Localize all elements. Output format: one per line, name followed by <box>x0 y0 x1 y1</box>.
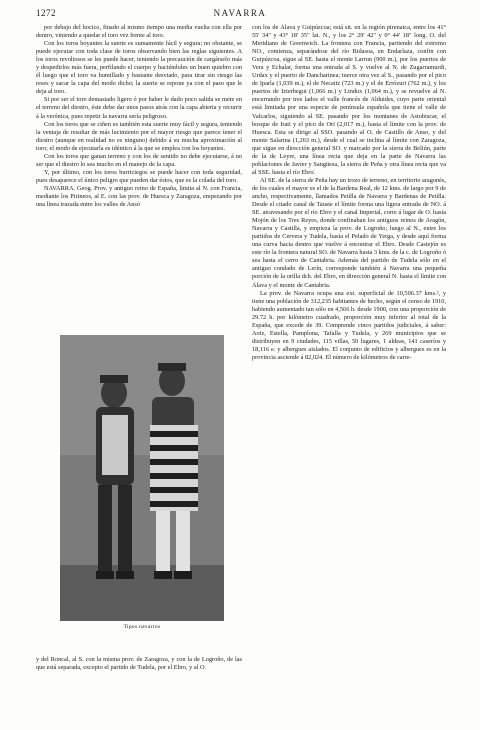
page-header <box>36 8 444 22</box>
paragraph: con los de Álava y Guipúzcoa; está sit. en la región pirenaica, entre los 41° 55' 34" y 43° 18' 35" lat. N., y los 2° 29' 42" y 0° 44' 18" long. O. del Meridiano de Greenwich. La frontera con Francia, partiendo del extremo NO., comienza, separándose del río Bidasoa, en Endarlaza, confin con Guipúzcoa, sigue al SE. hasta el monte Larrun (900 m.), por los puertos de Vera y Echalar, forma una entrada al S. y vuelve al N. de Zugarramurdi, Urdax y el puerto de Dancharinea; tuerce otra vez al S., pasando por el pico de Iparla (1,039 m.), el de Necaitz (723 m.) y el de Errózuri (762 m.), y los puertos de Izterbegui (1,066 m.) y Lindux (1,064 m.), y se revuelve al N. encerrando por tres lados el valle francés de Alduides, cuyo parte oriental está limitada por una especie de península española que tiene el valle de Valcarlos, siguiendo al SE. pasando por los montanes de Astobiscar, el bosque de Irati y el pico de Ori (2,017 m.), hasta el límite con la prov. de Huesca. Esta se dirige al SSO. pasando al O. de Castillo de Anso, y del monte Salarina (1,263 m.), desde el cual se inclina al límite con Zaragoza, que sigue en dirección general SO. y marcado por la sierra de Beliún, parte de la de Leyre, una línea recta que deja en la parte de Navarra las poblaciones de Javier y Sangüesa, la sierra de Peña y otra línea recta que va al SSE. hasta el río Ebro. <box>252 24 446 176</box>
photo-illustration <box>60 335 224 621</box>
left-column-bottom-text <box>36 656 242 688</box>
paragraph: Con los toros que ganan terreno y con los de sentido no debe ejecutarse, á no ser que el diestro lo sea mucho en el manejo de la capa. <box>36 152 242 168</box>
left-column-text <box>36 24 242 321</box>
paragraph: Con los toros boyantes la suerte es sumamente fácil y segura; no obstante, se puede ejecutar con toda clase de toros observando bien las reglas siguientes. A los toros revoltosos se les puede hacer, teniendo la precaución de cargárselo más y despedirlos más fuera, perfilando el cuerpo y haciéndoles un buen quiebro con él luego que el toro va humillado y bastante desviado, para tirar sin riesgo las reses y sacar la capa del modo dicho; la suerte se repone ya con el paso que le deja al toro. <box>36 40 242 96</box>
paragraph: y del Roncal, al S. con la misma prov. de Zaragoza, y con la de Logroño, de las que está separada, excepto el partido de Tudela, por el Ebro, y al O. <box>36 656 242 672</box>
paragraph: Al SE. de la sierra de Peña hay un trozo de terreno, en territorio aragonés, de los cuales el mayor es el de la Bardena Real, de 12 kms. de largo por 9 de ancho, respectivamente, llamados Petilla de Navarra y Bardenas de Petilla. Desde el citado canal de Tauste el límite forma una ligera entrada de NO. á SE. atravesando por el río Ebro y el canal Imperial, corre á lugar de O. hasta Mojón de los Tres Reyes, donde confinaban los antiguos reinos de Aragón, Navarra y Castilla, y empieza la prov. de Logroño; luego al N., entre los partidos de Cervera y Tudela, hasta el Pelado de Yerga, y desde aquí forma una curva hacia dentro que vuelve á encontrar el Ebro. Desde Castejón es este río la frontera natural SO. de Navarra hasta 3 kms. de la c. de Logroño ó sea hasta el cerro de Cantabria. Además del partido de Tudela sólo en el antiguo condado de Lerín, corresponde también á Navarra una pequeña porción de la orilla dch. del Ebro, en dirección general N. hasta el límite con Álava y el monte de Cantabria. <box>252 176 446 289</box>
paragraph: por debajo del hocico, finado al mismo tiempo una media vuelta con ella por dentro, viniendo a quedar el toro vez frente al toro. <box>36 24 242 40</box>
paragraph: NAVARRA. Geog. Prov. y antiguo reino de España, limita al N. con Francia, mediante los Pirineos, al E. con las prov. de Huesca y Zaragoza, empezando por una línea trazada entre los valles de Ansó <box>36 184 242 209</box>
paragraph: Si por ser el toro demasiado ligero ó por haber le dado poco salida se mete en el terreno del diestro, éste debe dar unos pasos atrás con la capa abierta y recurrir á la verónica, pues repetir la navarra sería peligroso. <box>36 96 242 120</box>
figure-caption: Tipos navarros <box>123 624 161 630</box>
running-head: NAVARRA <box>213 8 267 18</box>
striped-blanket <box>150 425 198 511</box>
figure <box>60 335 224 635</box>
paragraph: Con los toros que se ciñen es también esta suerte muy fácil y segura, teniendo la ventaja de resultar de más lucimiento por el mayor riesgo que parece tener el diestro (aunque en realidad no es ninguno) debido á su mucha aproximación al toro; el modo de ejecutarla es idéntico á la que se emplea con los boyantes. <box>36 120 242 152</box>
paragraph: La prov. de Navarra ocupa una ext. superficial de 10,506.37 kms.², y tiene una población de 312,235 habitantes de hecho, según el censo de 1910, habiendo aumentado tan sólo en 4,566 h. desde 1900, con una proporción de 29.72 h. por kilómetro cuadrado, proporción muy inferior al total de la España, que excede de 39. Comprende cinco partidos judiciales, á saber: Aoiz, Estella, Pamplona, Tafalla y Tudela, y 269 municipios que se distribuyen en 9 ciudades, 115 villas, 50 lugares, 1 aldeas, 141 caseríos y 18,116 e. y albergues aislados. El conjunto de edificios y albergues es en la provincia asciende á 82,024. El número de kilómetros de carre- <box>252 289 446 361</box>
photograph-two-navarrese-men <box>60 335 224 621</box>
right-column-text <box>252 24 446 689</box>
page-number: 1272 <box>36 8 56 18</box>
paragraph: Y, por último, con los toros burriciegos se puede hacer con toda seguridad, pues desaparece el único peligro que pueden dar éstos, que es la colada del toro. <box>36 168 242 184</box>
